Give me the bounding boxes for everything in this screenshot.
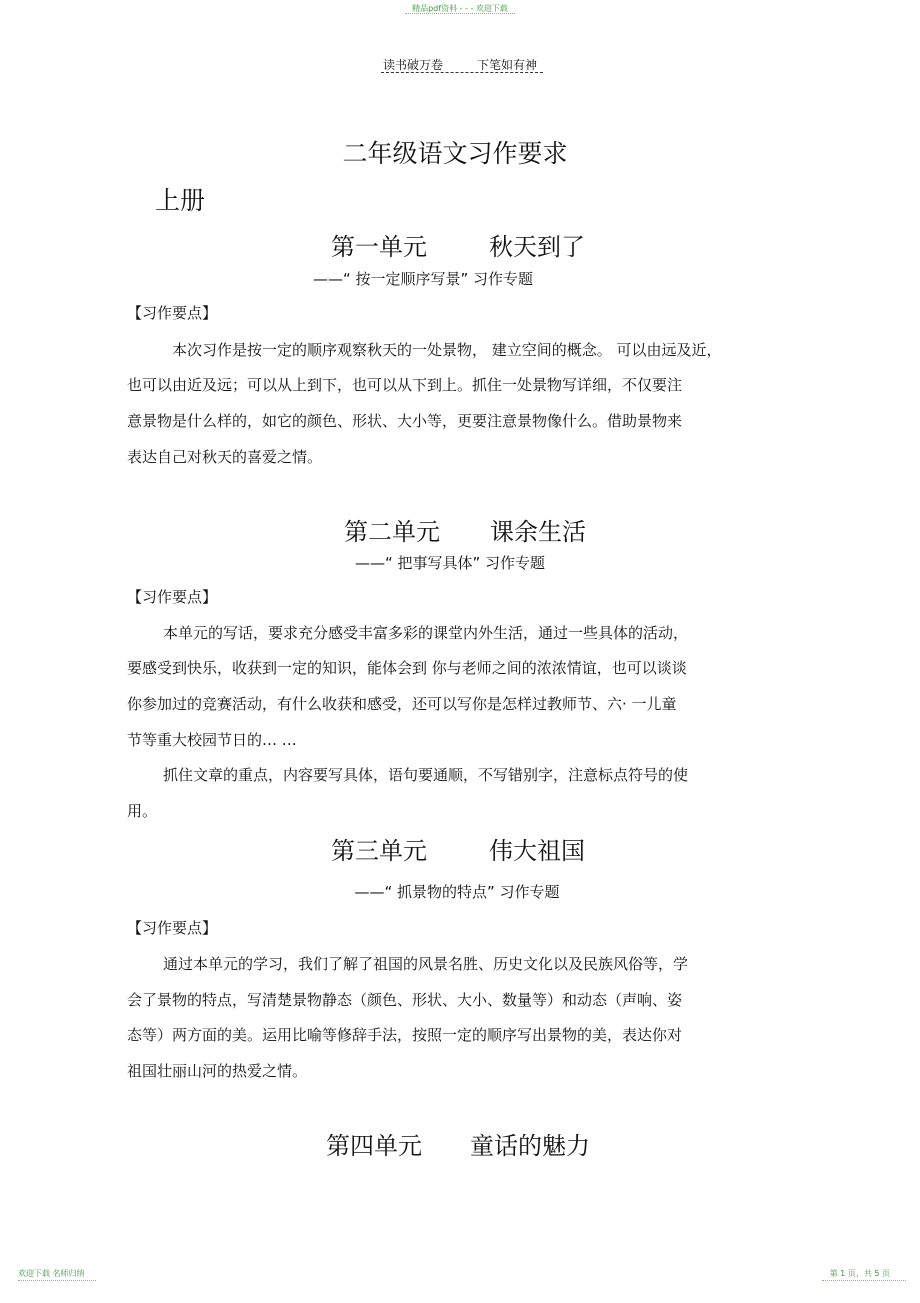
unit-theme: 童话的魅力 [470,1132,590,1160]
paragraph-line: 会了景物的特点，写清楚景物静态（颜色、形状、大小、数量等）和动态（声响、姿 [127,991,683,1009]
footer-right-divider [822,1280,906,1281]
key-points-label: 【习作要点】 [127,304,218,322]
unit-subtitle: ——“ 把事写具体” 习作专题 [354,554,546,572]
motto-right: 下笔如有神 [477,58,538,72]
paragraph-line: 你参加过的竞赛活动，有什么收获和感受，还可以写你是怎样过教师节、六· 一儿童 [127,695,677,713]
paragraph-line: 节等重大校园节日的… … [127,731,297,749]
unit-name: 第三单元 [331,837,427,865]
unit-theme: 课余生活 [490,518,586,546]
footer-left-divider [18,1280,96,1281]
top-banner: 精品pdf资料 - - - 欢迎下载 [412,4,508,13]
page-number: 第 1 页，共 5 页 [829,1269,890,1278]
unit-subtitle: ——“ 抓景物的特点” 习作专题 [354,883,560,901]
paragraph-line: 本单元的写话，要求充分感受丰富多彩的课堂内外生活，通过一些具体的活动， [163,624,689,642]
top-divider [405,13,515,14]
paragraph-line: 要感受到快乐，收获到一定的知识，能体会到 你与老师之间的浓浓情谊，也可以谈谈 [127,659,687,677]
unit-theme: 伟大祖国 [489,837,585,865]
paragraph-line: 表达自己对秋天的喜爱之情。 [127,448,323,466]
paragraph-line: 通过本单元的学习，我们了解了祖国的风景名胜、历史文化以及民族风俗等，学 [163,955,689,973]
volume-heading: 上册 [155,186,206,215]
unit-name: 第一单元 [331,233,427,261]
paragraph-line: 也可以由近及远；可以从上到下，也可以从下到上。抓住一处景物写详细，不仅要注 [127,376,683,394]
page-title: 二年级语文习作要求 [342,139,568,168]
unit-heading [0,512,920,547]
paragraph-line: 态等）两方面的美。运用比喻等修辞手法，按照一定的顺序写出景物的美，表达你对 [127,1026,683,1044]
paragraph-line: 意景物是什么样的，如它的颜色、形状、大小等，更要注意景物像什么。借助景物来 [127,412,683,430]
unit-theme: 秋天到了 [489,233,585,261]
paragraph-line: 抓住文章的重点，内容要写具体，语句要通顺，不写错别字，注意标点符号的使 [163,766,689,784]
paragraph-line: 用。 [127,802,158,820]
unit-heading [0,831,916,866]
motto [0,56,920,73]
unit-subtitle: ——“ 按一定顺序写景” 习作专题 [312,270,534,288]
unit-heading [0,227,916,262]
unit-heading [0,1126,916,1161]
paragraph-line: 本次习作是按一定的顺序观察秋天的一处景物， 建立空间的概念。 可以由远及近， [172,341,722,359]
paragraph-line: 祖国壮丽山河的热爱之情。 [127,1062,308,1080]
motto-left: 读书破万卷 [382,58,443,72]
unit-name: 第四单元 [326,1132,422,1160]
key-points-label: 【习作要点】 [127,919,218,937]
motto-underline [381,72,543,73]
unit-name: 第二单元 [344,518,440,546]
key-points-label: 【习作要点】 [127,588,218,606]
footer-left: 欢迎下载 名师归纳 [18,1269,85,1278]
